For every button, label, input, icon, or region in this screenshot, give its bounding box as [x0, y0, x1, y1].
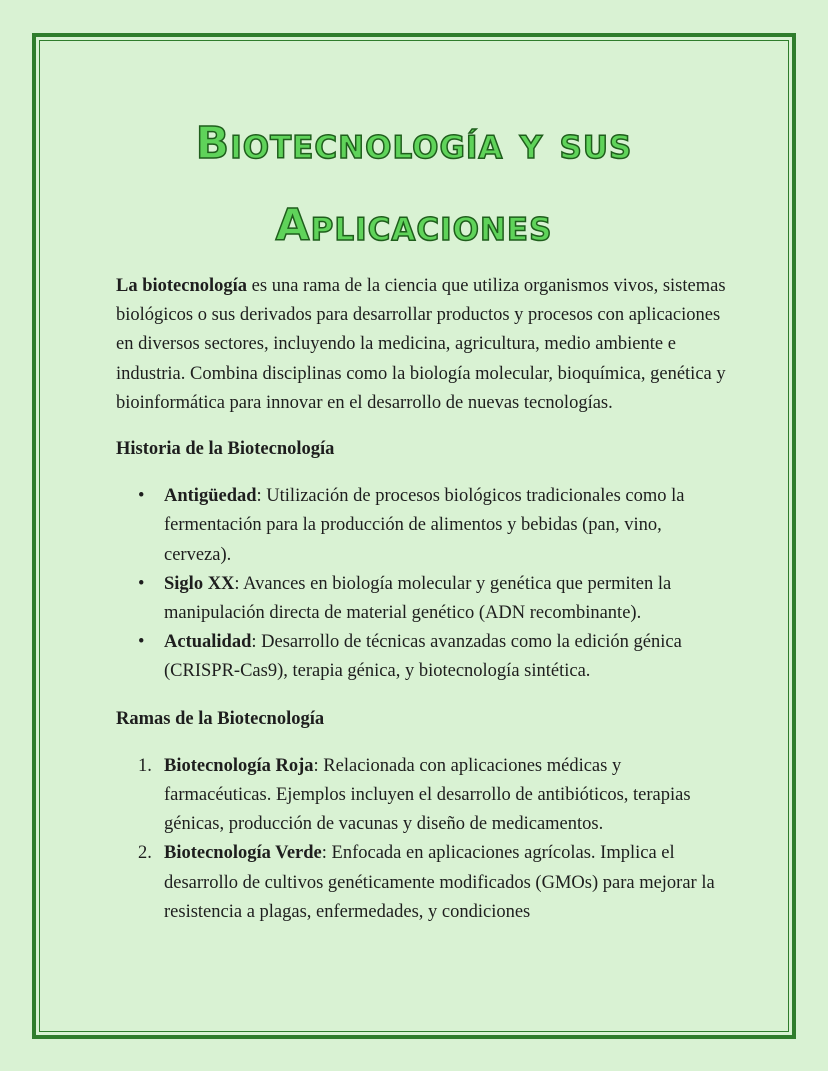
ramas-list — [116, 752, 726, 927]
ramas-heading: Ramas de la Biotecnología — [116, 708, 325, 729]
list-number: 1. — [138, 755, 152, 776]
bullet-icon: • — [138, 573, 145, 594]
list-item-text: : Relacionada con aplicaciones médicas y farmacéuticas. Ejemplos incluyen el desarrollo de antibióticos, terapias génicas, producción de vacunas y diseño de medicamentos. — [164, 755, 691, 835]
list-number: 2. — [138, 843, 152, 864]
intro-text: es una rama de la ciencia que utiliza organismos vivos, sistemas biológicos o sus derivados para desarrollar productos y procesos con aplicaciones en diversos sectores, incluyendo la medicina, agricultura, medio ambiente e industria. Combina disciplinas como la biología molecular, bioquímica, genética y bioinformática para innovar en el desarrollo de nuevas tecnologías. — [116, 276, 726, 413]
list-item-term: Siglo XX — [164, 573, 235, 594]
bullet-icon: • — [138, 632, 145, 653]
list-item — [116, 570, 726, 628]
title-line-2: Aplicaciones — [275, 200, 553, 251]
intro-paragraph — [116, 272, 726, 418]
document-body — [116, 272, 726, 927]
intro-bold-term: La biotecnología — [116, 276, 248, 296]
historia-heading: Historia de la Biotecnología — [116, 439, 335, 460]
list-item-text: : Enfocada en aplicaciones agrícolas. Implica el desarrollo de cultivos genéticamente modificados (GMOs) para mejorar la resistencia a plagas, enfermedades, y condiciones — [164, 843, 715, 922]
list-item — [116, 839, 726, 927]
list-item-term: Biotecnología Roja — [164, 755, 314, 776]
list-item-term: Antigüedad — [164, 486, 257, 507]
list-item-text: : Desarrollo de técnicas avanzadas como la edición génica (CRISPR-Cas9), terapia génica, y biotecnología sintética. — [164, 632, 682, 682]
list-item — [116, 628, 726, 686]
list-item-text: : Avances en biología molecular y genética que permiten la manipulación directa de material genético (ADN recombinante). — [164, 573, 672, 624]
list-item-text: : Utilización de procesos biológicos tradicionales como la fermentación para la producción de alimentos y bebidas (pan, vino, cerveza). — [164, 486, 685, 565]
list-item-term: Biotecnología Verde — [164, 843, 322, 864]
historia-list — [116, 482, 726, 686]
title-line-1: Biotecnología y sus — [195, 118, 633, 169]
list-item-term: Actualidad — [164, 632, 252, 653]
bullet-icon: • — [138, 486, 145, 507]
list-item — [116, 482, 726, 570]
page-title — [0, 103, 828, 267]
list-item — [116, 752, 726, 840]
